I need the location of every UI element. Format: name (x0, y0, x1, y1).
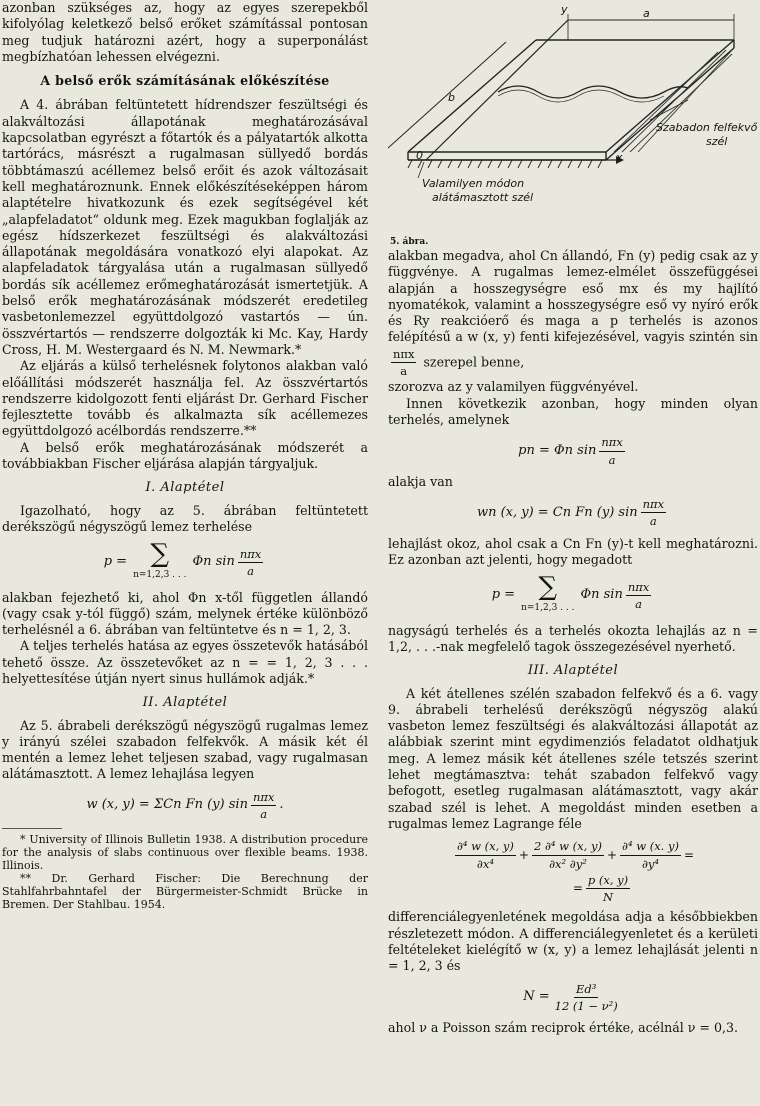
fraction (599, 434, 624, 468)
paragraph: A belső erők meghatározásának módszerét a továbbiakban Fischer eljárása alapján tárgyaljuk. (2, 439, 368, 472)
numerator: p (x, y) (586, 872, 630, 889)
figure-plate (388, 0, 758, 248)
fraction (238, 546, 263, 580)
eq-lhs: N = (523, 989, 550, 1005)
denominator: a (260, 807, 268, 822)
numerator: nπx (251, 789, 276, 806)
fraction (553, 981, 620, 1015)
denominator: a (608, 452, 616, 467)
equation-lagrange-row1 (388, 838, 758, 872)
numerator: nπx (599, 434, 624, 451)
fraction (620, 838, 681, 872)
denominator: ∂y⁴ (641, 856, 660, 871)
section-heading: A belső erők számításának előkészítése (40, 73, 330, 89)
eq-term: Φn sin (580, 587, 623, 603)
eq-lhs: w (x, y) = ΣCn Fn (y) sin (86, 797, 248, 813)
equation-load (2, 541, 368, 583)
paragraph (388, 248, 758, 379)
equation-deflection (2, 789, 368, 823)
footnote-divider (2, 828, 62, 829)
numerator: nπx (626, 579, 651, 596)
eq-lhs: pn = Φn sin (518, 442, 597, 458)
eq-end: . (279, 797, 284, 813)
numerator: 2 ∂⁴ w (x, y) (532, 838, 604, 855)
equation-wn (388, 496, 758, 530)
paragraph: A 4. ábrában feltüntetett hídrendszer feszültségi és alakváltozási állapotának meghatározásával kapcsolatban egyrészt a főtartók és a pályatartók alkotta tartórács, másrészt a rugalmasan süllyedő bordás többtámaszú acéllemez belső erőit és azok változásait kell meghatároznunk. Ennek előkészítéseképpen három alaptételre hivatkozunk és ezek segítségével két „alapfeladatot“ oldunk meg. Ezek magukban foglalják az egész hídszerkezet feszültségi és alakváltozási állapotának megoldására vonatkozó elyi alapokat. Az alapfeladatok tárgyalása után a rugalmasan süllyedő bordás sík acéllemez erőmeghatározását ismertetjük. A belső erők meghatározásának módszerét eredetileg vasbetonlemezzel együttdolgozó vastartós — ún. összvértartós — rendszerre dolgozták ki Mc. Kay, Hardy Cross, H. M. Westergaard és N. M. Newmark.* (2, 97, 368, 357)
label-y: y (561, 3, 568, 16)
sum-symbol: ∑ n=1,2,3 . . . (521, 574, 574, 616)
left-column (2, 0, 368, 911)
paragraph: szorozva az y valamilyen függvényével. (388, 379, 639, 395)
numerator: Ed³ (574, 981, 598, 998)
sum-symbol: ∑ n=1,2,3 . . . (133, 541, 186, 583)
numerator: nπx (641, 496, 666, 513)
paragraph: nagyságú terhelés és a terhelés okozta lehajlás az n = 1,2, . . .-nak megfelelő tagok összegezésével nyerhető. (388, 622, 758, 654)
eq-lhs: p = (103, 554, 128, 570)
denominator: N (602, 890, 614, 905)
hatch-support (408, 160, 602, 168)
paragraph: Az eljárás a külső terhelésnek folytonos alakban való előállítási módszerét használja fel. Az összvértartós rendszerre kidolgozott fenti eljárást Dr. Gerhard Fischer fejlesztette tovább és alkalmazta sík acéllemezes együttdolgozó acélbordás rendszerre.** (2, 358, 368, 439)
paragraph-text: alakban megadva, ahol Cn állandó, Fn (y) pedig csak az y függvénye. A rugalmas lemez-elmélet összefüggései alapján a hosszegységre eső mx és my hajlító nyomatékok, valamint a hosszegységre eső vy nyíró erők és Ry reakcióerő és maga a p terhelés is azonos felépítésű a w (x, y) fenti kifejezésével, vagyis szintén sin (388, 248, 758, 345)
theorem-title: I. Alaptétel (145, 480, 225, 496)
paragraph: A teljes terhelés hatása az egyes összetevők hatásából tehető össze. Az összetevőket az n = = 1, 2, 3 . . . helyettesítése útján nyert sinus hullámok adják.* (2, 638, 368, 686)
equation-lagrange-row2 (448, 872, 758, 906)
paragraph: Az 5. ábrabeli derékszögű négyszögű rugalmas lemez y irányú szélei szabadon felfekvők. A másik két él mentén a lemez lehet teljesen szabad, vagy rugalmasan alátámasztott. A lemez lehajlása legyen (2, 717, 368, 782)
paragraph: azonban szükséges az, hogy az egyes szerepekből kifolyólag keletkező belső erőket számítással pontosan meg tudjuk határozni azért, hogy a superponálást megbízhatóan lehessen elvégezni. (2, 0, 368, 64)
fraction (455, 838, 516, 872)
dimension-b-line (388, 42, 506, 148)
numerator: nπx (238, 546, 263, 563)
equation-p-sum (388, 574, 758, 616)
paragraph: Igazolható, hogy az 5. ábrában feltüntetett derékszögű négyszögű lemez terhelése (2, 502, 368, 534)
denominator: a (649, 514, 657, 529)
fraction (641, 496, 666, 530)
paragraph: lehajlást okoz, ahol csak a Cn Fn (y)-t kell meghatározni. Ez azonban azt jelenti, hogy megadott (388, 535, 758, 568)
paragraph: A két átellenes szélén szabadon felfekvő és a 6. vagy 9. ábrabeli terhelésű derékszögű négyszög alakú vasbeton lemez feszültségi és alakváltozási állapotát az alábbiak szerint mint egydimenziós feladatot oldhatjuk meg. A lemez másik két átellenes széle tetszés szerint lehet megtámasztva: tehát szabadon felfekvő vagy befogott, esetleg rugalmasan alátámasztott, vagy akár szabad szél is lehet. A megoldást minden esetben a rugalmas lemez Lagrange féle (388, 685, 758, 831)
fraction (391, 346, 416, 380)
paragraph: alakja van (388, 473, 453, 489)
label-free-edge: Szabadon felfekvő (656, 121, 758, 134)
sum-index: n=1,2,3 . . . (521, 603, 575, 614)
label-a: a (643, 7, 650, 20)
fraction (251, 789, 276, 823)
denominator: a (635, 596, 642, 611)
theorem-title: III. Alaptétel (527, 663, 619, 679)
right-column (388, 0, 758, 1036)
theorem-title: II. Alaptétel (142, 695, 228, 711)
footnote: * University of Illinois Bulletin 1938. A distribution procedure for the analysis of slabs continuous over flexible beams. 1938. Illinois. (2, 833, 368, 873)
equation-pn (388, 434, 758, 468)
label-origin: 0 (416, 149, 423, 162)
figure-caption: 5. ábra. (390, 237, 429, 247)
eq-lhs: wn (x, y) = Cn Fn (y) sin (476, 504, 638, 520)
paragraph: alakban fejezhető ki, ahol Φn x-től független állandó (vagy csak y-tól függő) szám, melynek értéke különböző terhelésnél a 6. ábrában van feltüntetve és n = 1, 2, 3. (2, 589, 368, 638)
paragraph-text-end: szerepel benne, (423, 354, 525, 370)
label-b: b (448, 91, 455, 104)
numerator: nπx (391, 346, 416, 363)
equals-sign: = (572, 881, 583, 896)
fraction (532, 838, 604, 872)
denominator: a (247, 563, 254, 578)
plus-sign: + (606, 847, 617, 862)
equals-sign: = (683, 847, 695, 862)
plate-edge-left (408, 40, 536, 152)
numerator: ∂⁴ w (x, y) (455, 838, 516, 855)
denominator: a (400, 364, 408, 379)
denominator: ∂x² ∂y² (549, 856, 587, 871)
label-free-edge-2: szél (706, 135, 728, 148)
paragraph: Innen következik azonban, hogy minden olyan terhelés, amelynek (388, 395, 758, 427)
eq-term: Φn sin (192, 554, 235, 570)
plus-sign: + (518, 847, 529, 862)
label-x: x (616, 151, 623, 164)
eq-lhs: p = (491, 587, 516, 603)
footnote: ** Dr. Gerhard Fischer: Die Berechnung der Stahlfahrbahntafel der Bürgermeister-Schmidt Brücke in Bremen. Der Stahlbau. 1954. (2, 872, 368, 912)
fraction (626, 579, 651, 613)
sum-index: n=1,2,3 . . . (133, 570, 187, 581)
label-support-2: alátámasztott szél (432, 191, 534, 204)
equation-lagrange (388, 838, 758, 905)
numerator: ∂⁴ w (x. y) (620, 838, 681, 855)
denominator: ∂x⁴ (476, 856, 494, 871)
equation-stiffness (388, 981, 758, 1015)
sine-wave (498, 86, 688, 98)
label-support: Valamilyen módon (422, 177, 525, 190)
fraction (586, 872, 630, 906)
paragraph: differenciálegyenletének megoldása adja a későbbiekben részletezett módon. A differenciálegyenletet és a kerületi feltételeket kielégítő w (x, y) a lemez lehajlását jelenti n = 1, 2, 3 és (388, 909, 758, 974)
denominator: 12 (1 − ν²) (554, 998, 618, 1013)
paragraph: ahol ν a Poisson szám reciprok értéke, acélnál ν = 0,3. (388, 1020, 739, 1036)
